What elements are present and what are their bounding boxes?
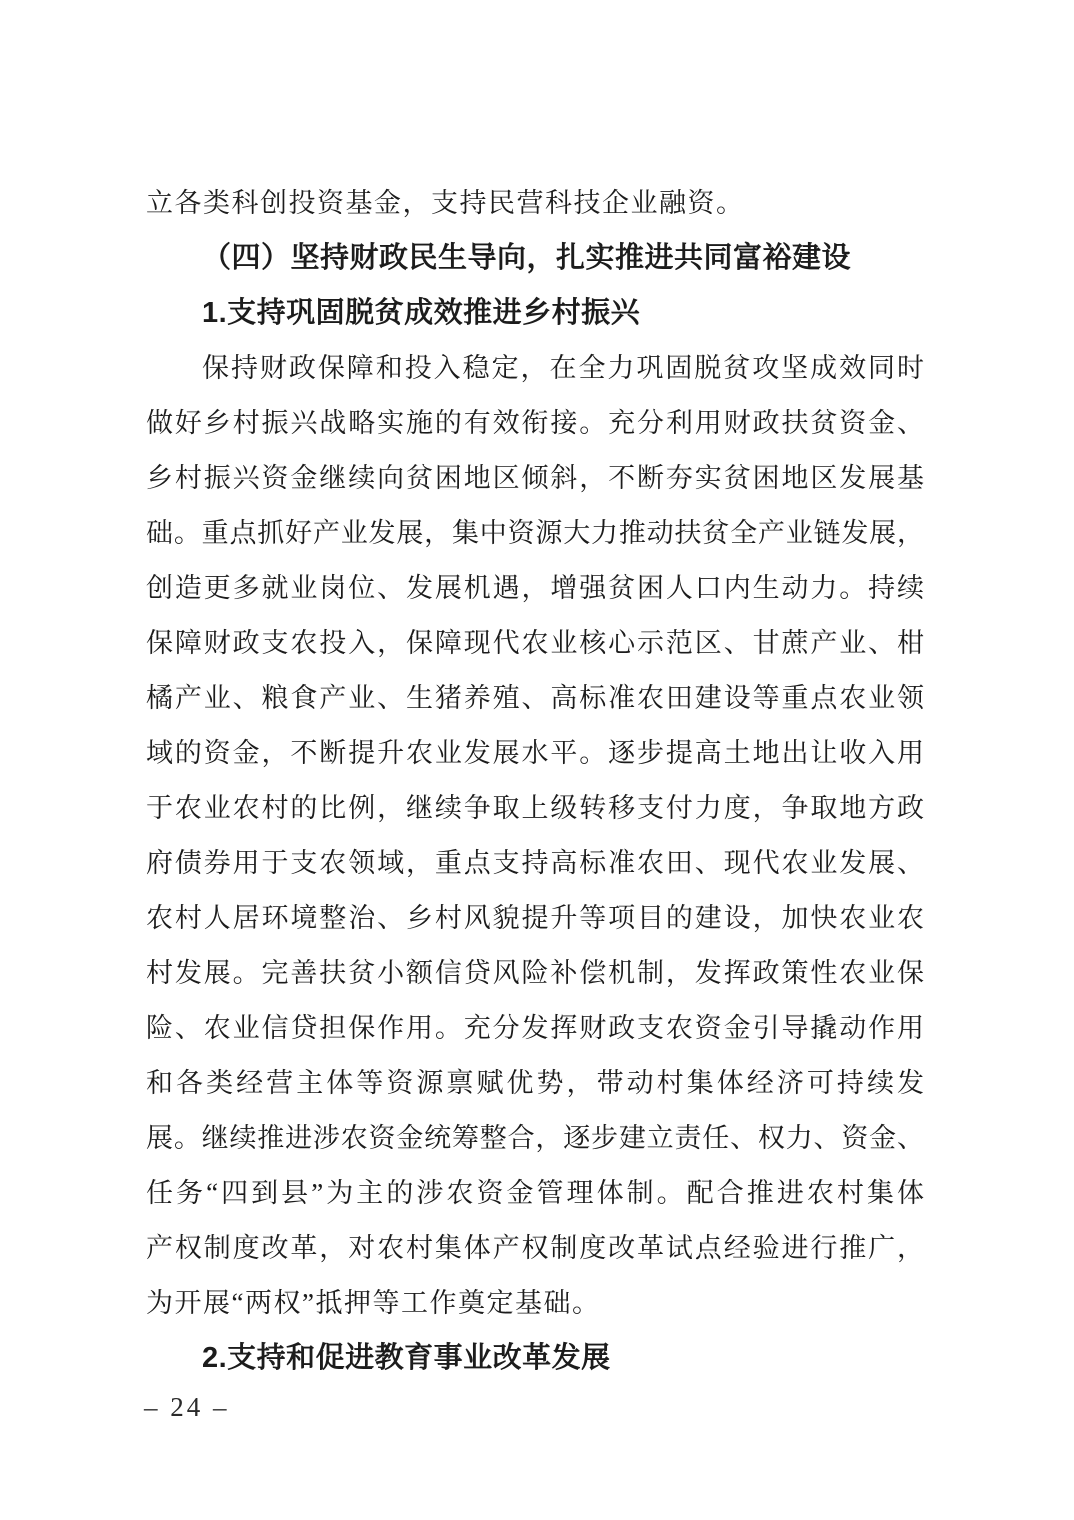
subsection-heading-1: 1.支持巩固脱贫成效推进乡村振兴 — [202, 297, 641, 329]
body-text-line: 保障财政支农投入，保障现代农业核心示范区、甘蔗产业、柑 — [146, 628, 924, 658]
body-text-line: 乡村振兴资金继续向贫困地区倾斜，不断夯实贫困地区发展基 — [146, 463, 924, 493]
paragraph-continuation-line: 立各类科创投资基金，支持民营科技企业融资。 — [146, 188, 745, 218]
subsection-heading-2: 2.支持和促进教育事业改革发展 — [202, 1342, 611, 1374]
body-text-line: 村发展。完善扶贫小额信贷风险补偿机制，发挥政策性农业保 — [146, 958, 924, 988]
page-number: – 24 – — [144, 1392, 230, 1422]
body-text-line: 础。重点抓好产业发展，集中资源大力推动扶贫全产业链发展， — [146, 518, 924, 548]
body-text-line: 域的资金，不断提升农业发展水平。逐步提高土地出让收入用 — [146, 738, 924, 768]
body-text-line: 府债券用于支农领域，重点支持高标准农田、现代农业发展、 — [146, 848, 924, 878]
body-text-line: 农村人居环境整治、乡村风貌提升等项目的建设，加快农业农 — [146, 903, 924, 933]
body-text-line: 保持财政保障和投入稳定，在全力巩固脱贫攻坚成效同时 — [202, 353, 924, 383]
body-text-line: 于农业农村的比例，继续争取上级转移支付力度，争取地方政 — [146, 793, 924, 823]
body-text-line: 做好乡村振兴战略实施的有效衔接。充分利用财政扶贫资金、 — [146, 408, 924, 438]
body-text-line: 任务“四到县”为主的涉农资金管理体制。配合推进农村集体 — [146, 1178, 924, 1208]
body-text-line: 产权制度改革，对农村集体产权制度改革试点经验进行推广， — [146, 1233, 924, 1263]
paragraph-end-line: 为开展“两权”抵押等工作奠定基础。 — [146, 1288, 601, 1318]
body-text-line: 橘产业、粮食产业、生猪养殖、高标准农田建设等重点农业领 — [146, 683, 924, 713]
body-text-line: 和各类经营主体等资源禀赋优势，带动村集体经济可持续发 — [146, 1068, 924, 1098]
body-text-line: 险、农业信贷担保作用。充分发挥财政支农资金引导撬动作用 — [146, 1013, 924, 1043]
section-heading-4: （四）坚持财政民生导向，扎实推进共同富裕建设 — [202, 242, 852, 274]
body-text-line: 展。继续推进涉农资金统筹整合，逐步建立责任、权力、资金、 — [146, 1123, 924, 1153]
body-text-line: 创造更多就业岗位、发展机遇，增强贫困人口内生动力。持续 — [146, 573, 924, 603]
document-text-block — [146, 176, 924, 1386]
